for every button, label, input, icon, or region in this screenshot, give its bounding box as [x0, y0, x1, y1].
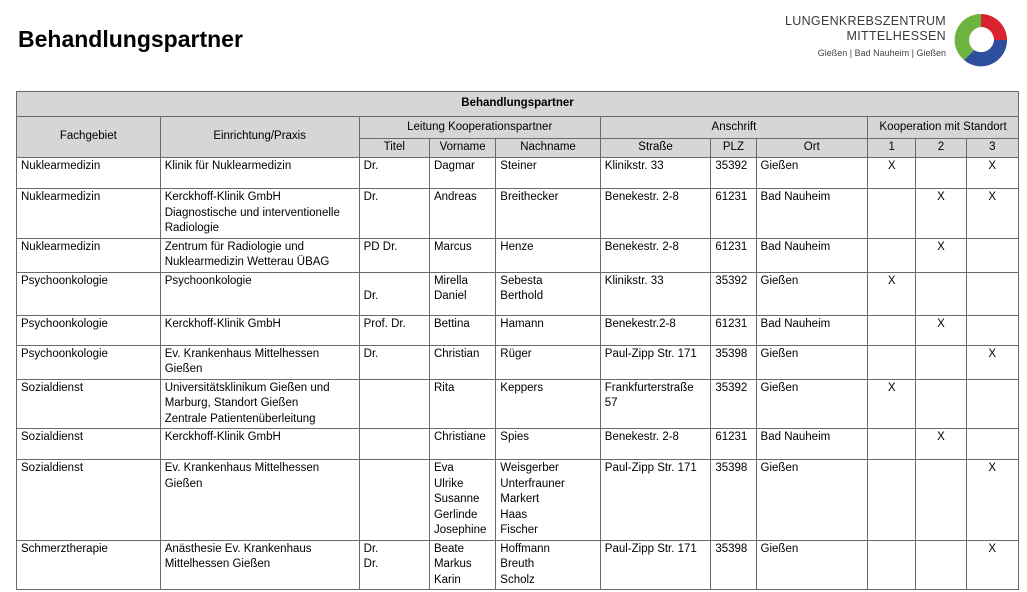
- cell-einrichtung-line: Diagnostische und interventionelle: [164, 206, 340, 219]
- table-row: [17, 315, 1019, 345]
- header-fachgebiet: Fachgebiet: [17, 117, 161, 158]
- cell-strasse: [600, 189, 711, 239]
- cell-titel-line: Dr.: [363, 542, 379, 555]
- cell-standort-3: [966, 315, 1018, 345]
- header-ort: Ort: [756, 139, 868, 158]
- cell-fachgebiet: Nuklearmedizin: [17, 158, 161, 189]
- header-titel: Titel: [359, 139, 429, 158]
- cell-fachgebiet: Sozialdienst: [17, 379, 161, 429]
- cell-strasse-line: Benekestr. 2-8: [604, 431, 679, 443]
- partner-table: [16, 91, 1019, 590]
- header-standort-3: 3: [966, 139, 1018, 158]
- cell-standort-1: X: [868, 379, 916, 429]
- cell-vorname-line: Karin: [433, 573, 461, 586]
- cell-standort-1: X: [868, 158, 916, 189]
- cell-plz: 61231: [711, 429, 756, 460]
- cell-strasse: [600, 429, 711, 460]
- cell-einrichtung: [160, 345, 359, 379]
- cell-vorname-line: Marcus: [433, 240, 472, 253]
- cell-nachname: [496, 158, 601, 189]
- cell-strasse-line: Klinikstr. 33: [604, 274, 664, 287]
- cell-einrichtung-line: Kerckhoff-Klinik GmbH: [164, 431, 281, 443]
- table-row: [17, 158, 1019, 189]
- cell-standort-1: [868, 345, 916, 379]
- cell-vorname-line: Rita: [433, 381, 455, 394]
- cell-nachname-line: Spies: [500, 431, 530, 443]
- cell-titel-line: Dr.: [363, 160, 379, 172]
- cell-vorname-line: Christian: [433, 347, 480, 360]
- cell-titel: [359, 272, 429, 315]
- cell-nachname: [496, 540, 601, 590]
- cell-strasse: [600, 379, 711, 429]
- cell-standort-2: X: [916, 429, 966, 460]
- header-standort-2: 2: [916, 139, 966, 158]
- cell-einrichtung: [160, 158, 359, 189]
- cell-plz: 61231: [711, 315, 756, 345]
- cell-nachname: [496, 189, 601, 239]
- cell-standort-1: [868, 189, 916, 239]
- cell-einrichtung: [160, 460, 359, 541]
- cell-nachname-line: Scholz: [500, 573, 535, 586]
- cell-einrichtung-line: Marburg, Standort Gießen: [164, 397, 299, 409]
- cell-titel: [359, 158, 429, 189]
- cell-standort-2: [916, 345, 966, 379]
- table-row: [17, 189, 1019, 239]
- cell-standort-1: [868, 460, 916, 541]
- cell-nachname-line: Breuth: [500, 558, 535, 570]
- cell-titel-line: Dr.: [363, 191, 379, 203]
- cell-einrichtung: [160, 315, 359, 345]
- cell-standort-3: [966, 379, 1018, 429]
- cell-ort: Gießen: [756, 158, 868, 189]
- cell-titel-line: Dr.: [363, 558, 379, 570]
- header-kooperation: Kooperation mit Standort: [868, 117, 1019, 139]
- cell-standort-3: X: [966, 158, 1018, 189]
- cell-fachgebiet: Nuklearmedizin: [17, 238, 161, 272]
- cell-titel: [359, 315, 429, 345]
- cell-standort-2: X: [916, 315, 966, 345]
- cell-einrichtung-line: Zentrale Patientenüberleitung: [164, 412, 316, 425]
- cell-nachname-line: Unterfrauner: [500, 477, 565, 490]
- cell-strasse-line: 57: [604, 397, 618, 409]
- header-leitung: Leitung Kooperationspartner: [359, 117, 600, 139]
- cell-ort: Bad Nauheim: [756, 429, 868, 460]
- cell-einrichtung-line: Psychoonkologie: [164, 274, 252, 287]
- cell-ort: Gießen: [756, 460, 868, 541]
- table-body: [17, 158, 1019, 590]
- cell-strasse-line: Paul-Zipp Str. 171: [604, 462, 697, 474]
- cell-vorname: [429, 345, 495, 379]
- cell-strasse: [600, 238, 711, 272]
- table-row: [17, 540, 1019, 590]
- cell-vorname-line: Markus: [433, 558, 472, 570]
- cell-einrichtung-line: Gießen: [164, 363, 203, 375]
- cell-standort-3: [966, 429, 1018, 460]
- cell-titel: [359, 429, 429, 460]
- cell-einrichtung-line: Anästhesie Ev. Krankenhaus: [164, 542, 312, 555]
- cell-standort-2: [916, 272, 966, 315]
- cell-vorname-line: Andreas: [433, 191, 477, 203]
- cell-titel-line: [364, 381, 425, 397]
- cell-strasse-line: Benekestr. 2-8: [604, 240, 679, 253]
- cell-strasse: [600, 345, 711, 379]
- cell-standort-3: [966, 238, 1018, 272]
- header-anschrift: Anschrift: [600, 117, 867, 139]
- cell-standort-1: [868, 540, 916, 590]
- cell-nachname: [496, 345, 601, 379]
- cell-vorname-line: Eva: [433, 462, 454, 474]
- logo: [785, 10, 1016, 70]
- cell-titel: [359, 379, 429, 429]
- cell-nachname-line: Haas: [500, 508, 528, 521]
- cell-plz: 61231: [711, 189, 756, 239]
- cell-einrichtung: [160, 189, 359, 239]
- cell-standort-1: X: [868, 272, 916, 315]
- cell-nachname-line: Markert: [500, 493, 540, 505]
- cell-einrichtung-line: Universitätsklinikum Gießen und: [164, 381, 330, 394]
- cell-titel: [359, 238, 429, 272]
- header-strasse: Straße: [600, 139, 711, 158]
- cell-nachname-line: Weisgerber: [500, 462, 559, 474]
- cell-nachname-line: Henze: [500, 240, 534, 253]
- cell-strasse: [600, 272, 711, 315]
- cell-plz: 35392: [711, 379, 756, 429]
- page-title: Behandlungspartner: [18, 26, 243, 52]
- cell-einrichtung-line: Klinik für Nuklearmedizin: [164, 160, 292, 172]
- cell-nachname-line: Hamann: [500, 317, 544, 330]
- cell-plz: 35398: [711, 460, 756, 541]
- table-row: [17, 379, 1019, 429]
- cell-nachname: [496, 315, 601, 345]
- header-einrichtung: Einrichtung/Praxis: [160, 117, 359, 158]
- cell-titel: [359, 460, 429, 541]
- cell-einrichtung-line: Zentrum für Radiologie und: [164, 240, 305, 253]
- cell-strasse-line: Paul-Zipp Str. 171: [604, 347, 697, 360]
- cell-standort-2: X: [916, 238, 966, 272]
- header-standort-1: 1: [868, 139, 916, 158]
- table-row: [17, 345, 1019, 379]
- cell-nachname-line: Fischer: [500, 524, 538, 536]
- cell-ort: Gießen: [756, 540, 868, 590]
- cell-vorname-line: Daniel: [433, 290, 467, 302]
- cell-strasse-line: Frankfurterstraße: [604, 381, 694, 394]
- cell-nachname: [496, 460, 601, 541]
- cell-vorname: [429, 460, 495, 541]
- cell-fachgebiet: Psychoonkologie: [17, 315, 161, 345]
- header-vorname: Vorname: [429, 139, 495, 158]
- cell-nachname-line: Hoffmann: [500, 542, 550, 555]
- table-caption: Behandlungspartner: [17, 92, 1019, 117]
- cell-ort: Gießen: [756, 379, 868, 429]
- cell-standort-2: [916, 460, 966, 541]
- cell-fachgebiet: Nuklearmedizin: [17, 189, 161, 239]
- cell-strasse: [600, 540, 711, 590]
- cell-vorname: [429, 379, 495, 429]
- cell-nachname-line: Rüger: [500, 347, 532, 360]
- cell-vorname-line: Beate: [433, 542, 465, 555]
- cell-titel-line: PD Dr.: [363, 240, 398, 253]
- cell-standort-2: [916, 540, 966, 590]
- cell-plz: 35398: [711, 540, 756, 590]
- cell-vorname-line: Gerlinde: [433, 508, 478, 521]
- cell-einrichtung: [160, 238, 359, 272]
- cell-standort-2: [916, 158, 966, 189]
- cell-nachname: [496, 272, 601, 315]
- cell-strasse-line: Klinikstr. 33: [604, 160, 664, 172]
- cell-nachname-line: Sebesta: [500, 274, 543, 287]
- cell-standort-3: X: [966, 540, 1018, 590]
- header-plz: PLZ: [711, 139, 756, 158]
- cell-standort-1: [868, 238, 916, 272]
- cell-nachname-line: Breithecker: [500, 191, 559, 203]
- cell-nachname-line: Steiner: [500, 160, 537, 172]
- cell-plz: 35392: [711, 158, 756, 189]
- cell-strasse-line: Paul-Zipp Str. 171: [604, 542, 697, 555]
- logo-line-3: Gießen | Bad Nauheim | Gießen: [817, 48, 946, 58]
- cell-vorname-line: Mirella: [433, 274, 468, 287]
- cell-vorname-line: Ulrike: [433, 477, 464, 490]
- cell-strasse-line: Benekestr. 2-8: [604, 191, 679, 203]
- cell-nachname-line: Keppers: [500, 381, 544, 394]
- cell-ort: Bad Nauheim: [756, 315, 868, 345]
- cell-vorname: [429, 272, 495, 315]
- cell-einrichtung-line: Mittelhessen Gießen: [164, 558, 271, 570]
- cell-plz: 35398: [711, 345, 756, 379]
- cell-ort: Bad Nauheim: [756, 238, 868, 272]
- cell-titel-line: [364, 461, 425, 477]
- cell-fachgebiet: Sozialdienst: [17, 460, 161, 541]
- cell-titel-line: Dr.: [363, 347, 379, 360]
- table-row: [17, 272, 1019, 315]
- cell-standort-3: X: [966, 189, 1018, 239]
- cell-plz: 35392: [711, 272, 756, 315]
- cell-vorname-line: Dagmar: [433, 160, 475, 172]
- cell-einrichtung-line: Kerckhoff-Klinik GmbH: [164, 191, 281, 203]
- cell-titel-line: [364, 430, 425, 446]
- logo-circle-icon: [950, 10, 1012, 70]
- cell-vorname: [429, 189, 495, 239]
- cell-titel: [359, 345, 429, 379]
- cell-standort-3: [966, 272, 1018, 315]
- logo-line-2: MITTELHESSEN: [846, 29, 946, 43]
- cell-einrichtung: [160, 379, 359, 429]
- cell-standort-2: [916, 379, 966, 429]
- cell-vorname: [429, 158, 495, 189]
- cell-titel-line: Dr.: [363, 290, 379, 302]
- table-row: [17, 460, 1019, 541]
- cell-vorname: [429, 238, 495, 272]
- cell-standort-3: X: [966, 460, 1018, 541]
- cell-ort: Gießen: [756, 272, 868, 315]
- cell-strasse: [600, 158, 711, 189]
- cell-ort: Bad Nauheim: [756, 189, 868, 239]
- cell-einrichtung: [160, 429, 359, 460]
- cell-standort-1: [868, 315, 916, 345]
- cell-fachgebiet: Psychoonkologie: [17, 345, 161, 379]
- cell-vorname: [429, 540, 495, 590]
- cell-einrichtung-line: Nuklearmedizin Wetterau ÜBAG: [164, 256, 330, 268]
- cell-standort-1: [868, 429, 916, 460]
- cell-plz: 61231: [711, 238, 756, 272]
- cell-strasse: [600, 315, 711, 345]
- cell-fachgebiet: Psychoonkologie: [17, 272, 161, 315]
- cell-einrichtung: [160, 540, 359, 590]
- cell-titel-line: Prof. Dr.: [363, 317, 406, 330]
- cell-einrichtung-line: Kerckhoff-Klinik GmbH: [164, 317, 281, 330]
- cell-vorname-line: Susanne: [433, 493, 480, 505]
- cell-titel-line: [364, 274, 425, 290]
- cell-vorname-line: Bettina: [433, 317, 470, 330]
- cell-fachgebiet: Sozialdienst: [17, 429, 161, 460]
- cell-einrichtung-line: Ev. Krankenhaus Mittelhessen: [164, 347, 320, 360]
- cell-einrichtung-line: Gießen: [164, 477, 203, 490]
- cell-nachname: [496, 379, 601, 429]
- table-row: [17, 429, 1019, 460]
- cell-nachname: [496, 238, 601, 272]
- cell-nachname: [496, 429, 601, 460]
- cell-vorname-line: Christiane: [433, 431, 486, 443]
- cell-einrichtung: [160, 272, 359, 315]
- cell-vorname: [429, 429, 495, 460]
- cell-einrichtung-line: Radiologie: [164, 222, 220, 234]
- logo-line-1: LUNGENKREBSZENTRUM: [785, 14, 946, 28]
- cell-ort: Gießen: [756, 345, 868, 379]
- cell-vorname: [429, 315, 495, 345]
- cell-strasse: [600, 460, 711, 541]
- table-row: [17, 238, 1019, 272]
- cell-fachgebiet: Schmerztherapie: [17, 540, 161, 590]
- cell-vorname-line: Josephine: [433, 524, 487, 536]
- cell-nachname-line: Berthold: [500, 290, 544, 302]
- cell-titel: [359, 540, 429, 590]
- cell-einrichtung-line: Ev. Krankenhaus Mittelhessen: [164, 462, 320, 474]
- header-nachname: Nachname: [496, 139, 601, 158]
- cell-standort-3: X: [966, 345, 1018, 379]
- cell-titel: [359, 189, 429, 239]
- cell-strasse-line: Benekestr.2-8: [604, 317, 676, 330]
- cell-standort-2: X: [916, 189, 966, 239]
